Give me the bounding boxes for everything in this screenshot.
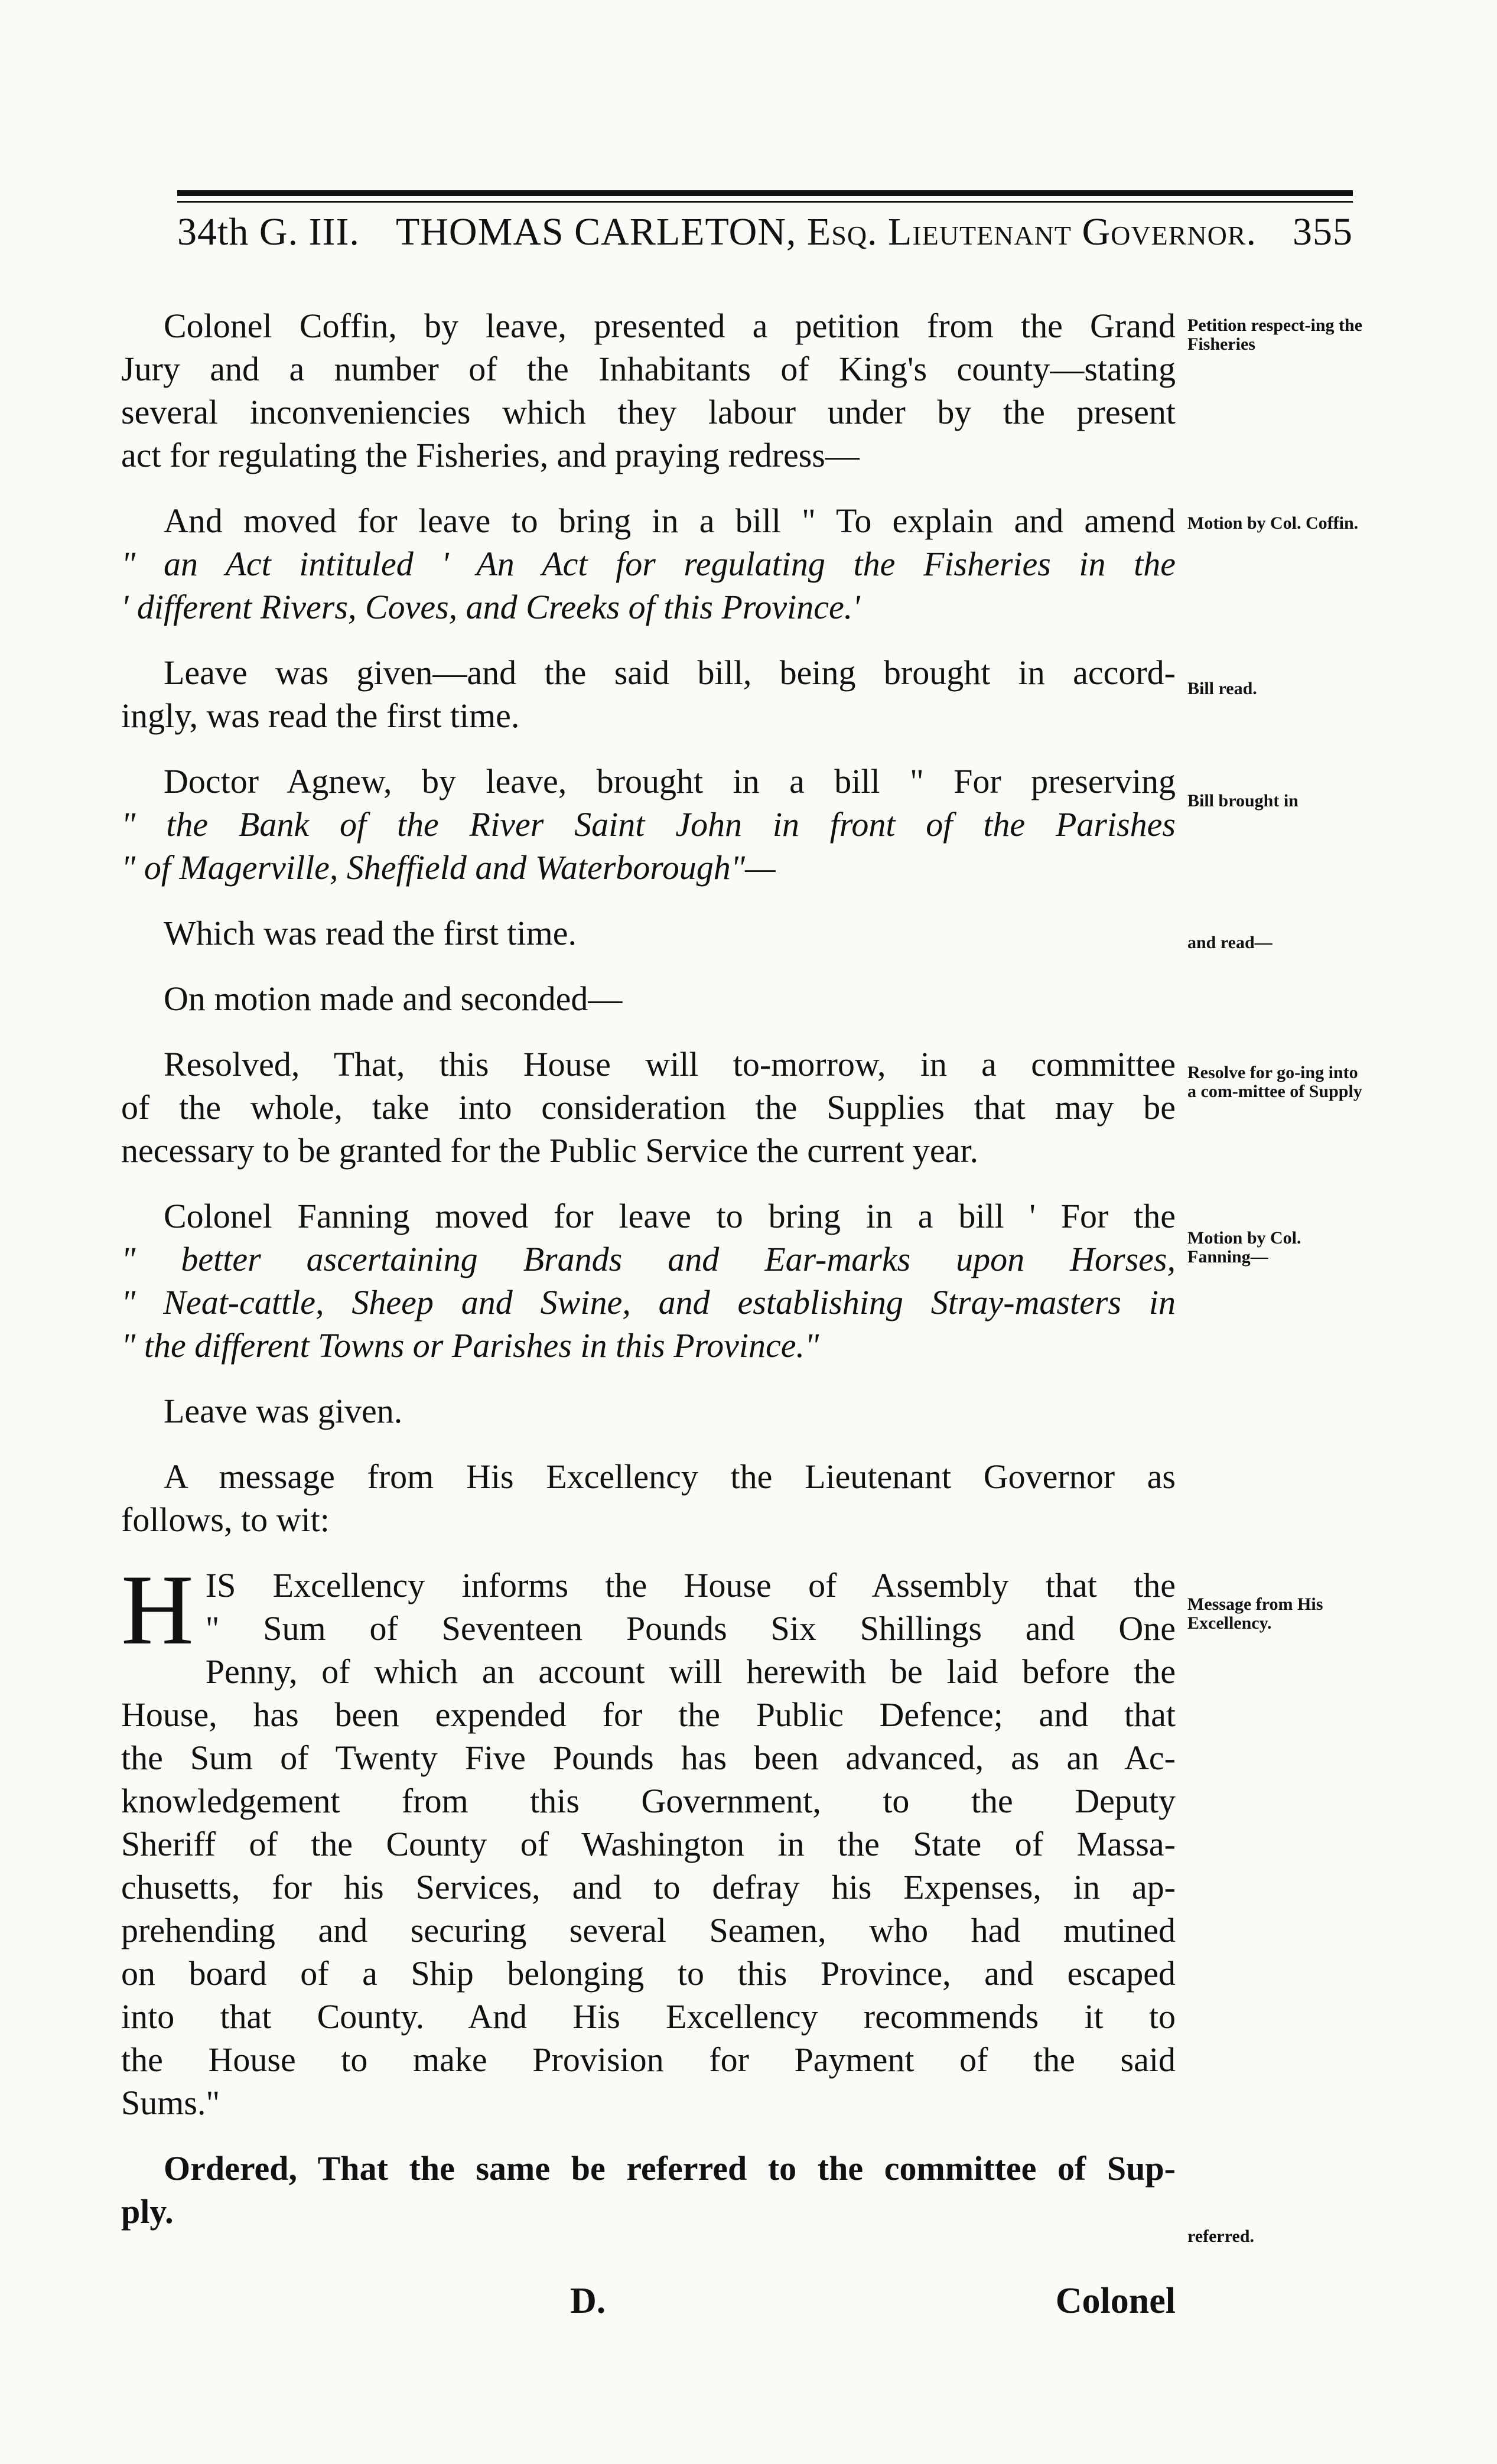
text-line: the House to make Provision for Payment of the said xyxy=(121,2040,1176,2079)
paragraph-resolved xyxy=(121,1043,1176,1172)
text-line: Doctor Agnew, by leave, brought in a bill " For preserving xyxy=(164,762,1176,800)
text-line: prehending and securing several Seamen, who had mutined xyxy=(121,1911,1176,1949)
margin-note-bill-read: Bill read. xyxy=(1187,679,1257,698)
running-header xyxy=(177,210,1353,269)
margin-note-message: Message from His Excellency. xyxy=(1187,1594,1323,1633)
text-line: " an Act intituled ' An Act for regulating the Fisheries in the xyxy=(121,545,1176,583)
text-line: " of Magerville, Sheffield and Waterborough"— xyxy=(121,848,776,887)
margin-note-petition: Petition respect-ing the Fisheries xyxy=(1187,315,1363,354)
message-from-governor xyxy=(121,1554,1176,2124)
header-rule-thick xyxy=(177,190,1353,196)
text-line: " better ascertaining Brands and Ear-marks upon Horses, xyxy=(121,1240,1176,1278)
text-line: Leave was given—and the said bill, being brought in accord- xyxy=(164,653,1176,692)
text-line: Ordered, That the same be referred to the committee of Sup- xyxy=(164,2149,1176,2188)
text-line: ingly, was read the first time. xyxy=(121,696,520,735)
text-line: of the whole, take into consideration the Supplies that may be xyxy=(121,1088,1176,1127)
text-line: knowledgement from this Government, to the Deputy xyxy=(121,1782,1176,1820)
text-line: the Sum of Twenty Five Pounds has been advanced, as an Ac- xyxy=(121,1739,1176,1777)
paragraph-message-intro xyxy=(121,1455,1176,1541)
header-title: THOMAS CARLETON, Esq. Lieutenant Governor. xyxy=(395,210,1257,253)
text-line: Penny, of which an account will herewith be laid before the xyxy=(205,1652,1176,1691)
text-line: Resolved, That, this House will to-morrow, in a committee xyxy=(164,1045,1176,1083)
text-line: " Sum of Seventeen Pounds Six Shillings and One xyxy=(205,1609,1176,1648)
paragraph-motion-seconded xyxy=(121,977,1176,1020)
text-line: House, has been expended for the Public Defence; and that xyxy=(121,1695,1176,1734)
text-line: necessary to be granted for the Public Service the current year. xyxy=(121,1131,979,1170)
header-rule-thin xyxy=(177,201,1353,203)
paragraph-motion-coffin xyxy=(121,499,1176,629)
text-line: " Neat-cattle, Sheep and Swine, and establishing Stray-masters in xyxy=(121,1283,1176,1321)
margin-note-motion-coffin: Motion by Col. Coffin. xyxy=(1187,513,1359,533)
text-line: ' different Rivers, Coves, and Creeks of this Province.' xyxy=(121,588,860,626)
text-line: act for regulating the Fisheries, and praying redress— xyxy=(121,436,860,474)
text-line: Sheriff of the County of Washington in the State of Massa- xyxy=(121,1825,1176,1863)
text-line: chusetts, for his Services, and to defray his Expenses, in ap- xyxy=(121,1868,1176,1906)
paragraph-leave-given-2 xyxy=(121,1389,1176,1433)
margin-note-referred: referred. xyxy=(1187,2227,1254,2246)
text-line: And moved for leave to bring in a bill " To explain and amend xyxy=(164,502,1176,540)
margin-note-and-read: and read— xyxy=(1187,933,1273,952)
text-line: Sums." xyxy=(121,2084,220,2122)
margin-note-bill-brought-in: Bill brought in xyxy=(1187,791,1299,811)
text-line: Colonel Fanning moved for leave to bring in a bill ' For the xyxy=(164,1197,1176,1235)
margin-note-resolve-supply: Resolve for go-ing into a com-mittee of Supply xyxy=(1187,1063,1362,1101)
text-line: On motion made and seconded— xyxy=(164,979,623,1018)
margin-note-motion-fanning: Motion by Col. Fanning— xyxy=(1187,1228,1301,1267)
paragraph-fanning-motion xyxy=(121,1194,1176,1367)
text-line: follows, to wit: xyxy=(121,1500,330,1539)
page-number: 355 xyxy=(1292,210,1353,253)
paragraph-petition xyxy=(121,304,1176,477)
page-footer xyxy=(121,2280,1176,2328)
text-line: IS Excellency informs the House of Assembly that the xyxy=(205,1566,1176,1604)
text-line: several inconveniencies which they labour under by the present xyxy=(121,393,1176,431)
paragraph-read-first xyxy=(121,912,1176,955)
paragraph-ordered xyxy=(121,2147,1176,2233)
paragraph-agnew-bill xyxy=(121,760,1176,889)
text-line: " the Bank of the River Saint John in front of the Parishes xyxy=(121,805,1176,844)
body-text xyxy=(121,304,1176,2255)
drop-cap: H xyxy=(121,1554,194,1665)
text-line: A message from His Excellency the Lieutenant Governor as xyxy=(164,1457,1176,1496)
text-line: ply. xyxy=(121,2192,174,2231)
text-line: into that County. And His Excellency recommends it to xyxy=(121,1997,1176,2036)
header-regnal-year: 34th G. III. xyxy=(177,210,360,253)
signature-mark: D. xyxy=(570,2281,606,2321)
text-line: " the different Towns or Parishes in this Province." xyxy=(121,1326,819,1365)
text-line: Colonel Coffin, by leave, presented a petition from the Grand xyxy=(164,307,1176,345)
text-line: Which was read the first time. xyxy=(164,914,577,952)
text-line: Jury and a number of the Inhabitants of King's county—stating xyxy=(121,350,1176,388)
paragraph-leave-given xyxy=(121,651,1176,737)
text-line: Leave was given. xyxy=(164,1392,403,1430)
text-line: on board of a Ship belonging to this Province, and escaped xyxy=(121,1954,1176,1993)
catchword: Colonel xyxy=(1055,2281,1176,2321)
